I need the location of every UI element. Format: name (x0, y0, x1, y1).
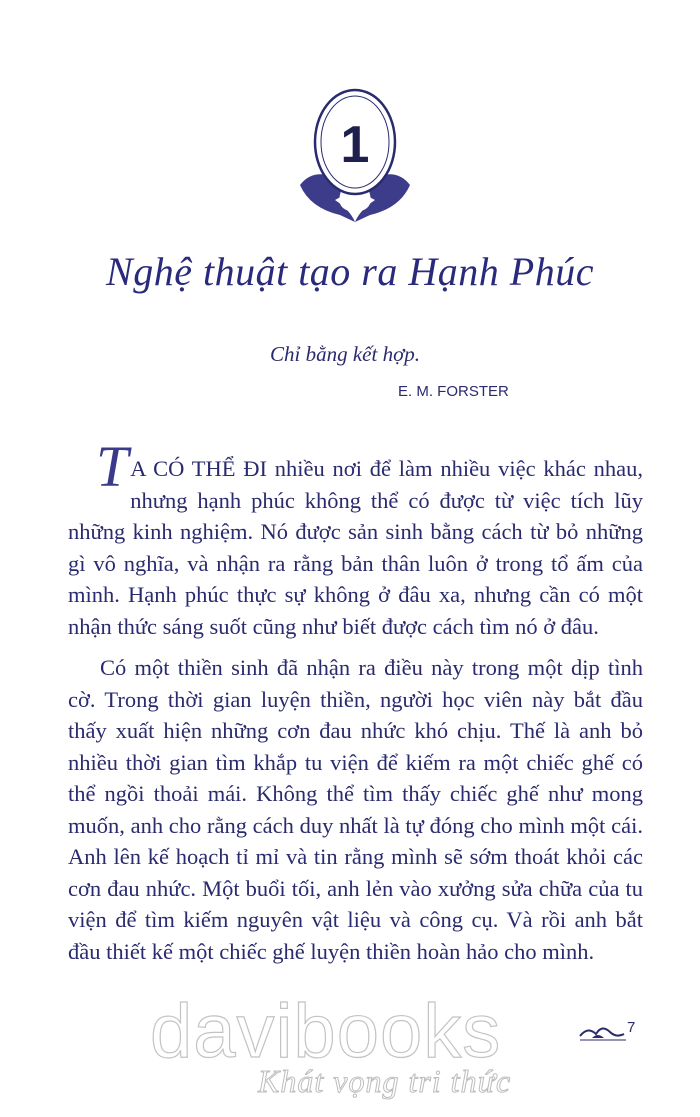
watermark-brand: davibooks (150, 989, 502, 1074)
chapter-emblem (290, 80, 420, 230)
page-ornament-icon (578, 1020, 628, 1044)
paragraph-2: Có một thiền sinh đã nhận ra điều này trong một dịp tình cờ. Trong thời gian luyện thiền, người học viên này bắt đầu thấy xuất hiện những cơn đau nhức khó chịu. Thế là anh bỏ nhiều thời gian tìm khắp tu viện để kiếm ra một chiếc ghế có thể ngồi thoải mái. Không thể tìm thấy chiếc ghế như mong muốn, anh cho rằng cách duy nhất là tự đóng cho mình một cái. Anh lên kế hoạch tỉ mỉ và tin rằng mình sẽ sớm thoát khỏi các cơn đau nhức. Một buổi tối, anh lẻn vào xưởng sửa chữa của tu viện để tìm kiếm nguyên vật liệu và công cụ. Và rồi anh bắt đầu thiết kế một chiếc ghế luyện thiền hoàn hảo cho mình. (68, 655, 643, 964)
drop-cap: T (96, 434, 129, 499)
watermark-tagline: Khát vọng tri thức (258, 1063, 512, 1099)
chapter-number: 1 (340, 116, 370, 174)
epigraph-quote: Chỉ bằng kết hợp. (270, 342, 421, 366)
chapter-body (68, 434, 643, 977)
epigraph-author: E. M. FORSTER (398, 383, 509, 400)
paragraph-1 (68, 434, 643, 642)
paragraph-1-text: A CÓ THỂ ĐI nhiều nơi để làm nhiều việc khác nhau, nhưng hạnh phúc không thể có được từ việc tích lũy những kinh nghiệm. Nó được sản sinh bằng cách từ bỏ những gì vô nghĩa, và nhận ra rằng bản thân luôn ở trong tổ ấm của mình. Hạnh phúc thực sự không ở đâu xa, nhưng cần có một nhận thức sáng suốt cũng như biết được cách tìm nó ở đâu. (68, 456, 643, 639)
page-number: 7 (627, 1019, 636, 1036)
chapter-title: Nghệ thuật tạo ra Hạnh Phúc (106, 249, 594, 294)
